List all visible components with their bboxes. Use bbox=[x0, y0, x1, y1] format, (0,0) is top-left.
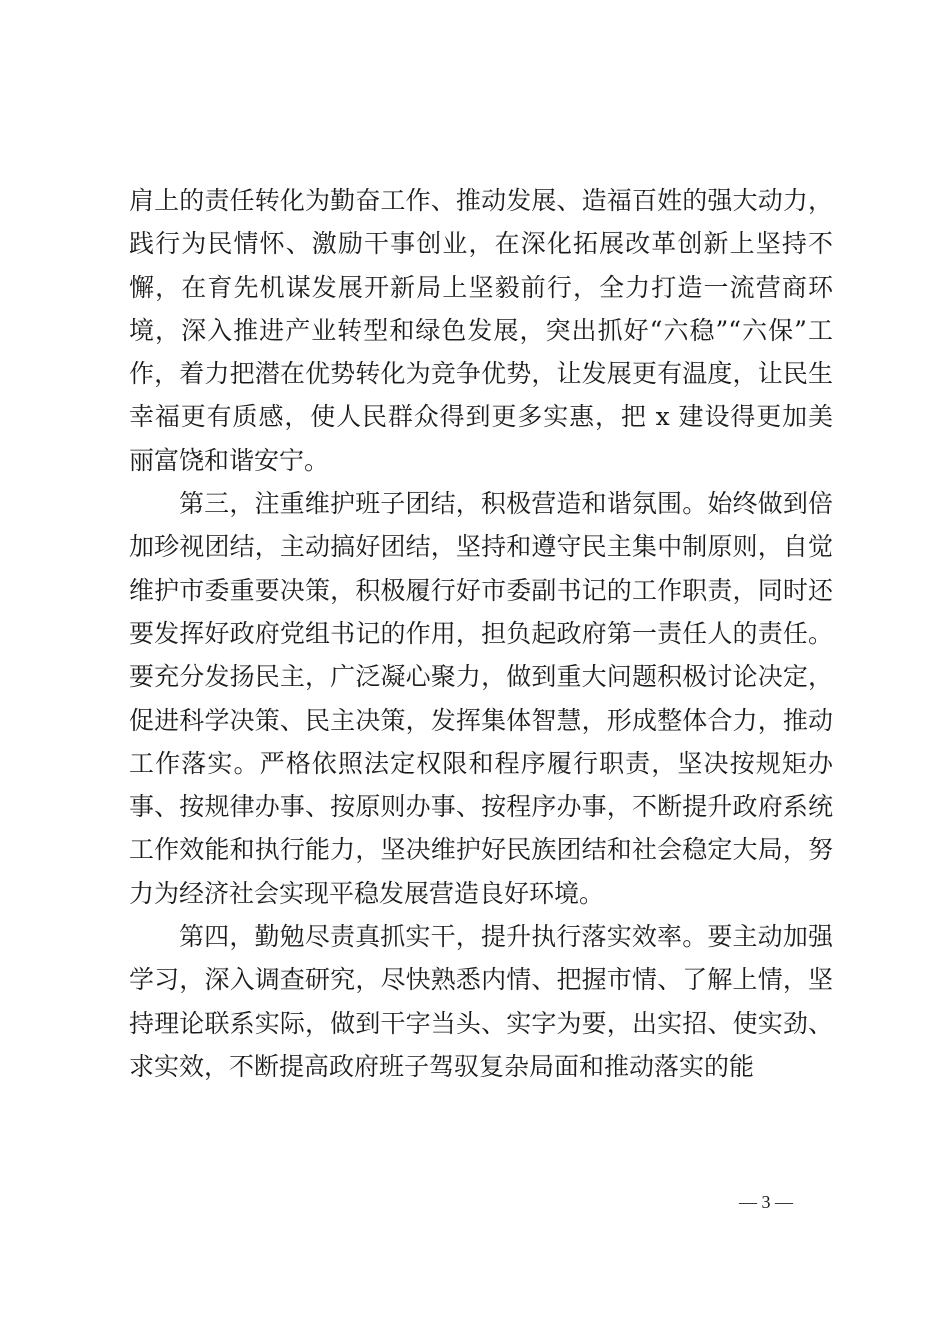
page-number: — 3 — bbox=[739, 1192, 793, 1212]
paragraph-third-point: 第三，注重维护班子团结，积极营造和谐氛围。始终做到倍加珍视团结，主动搞好团结，坚持和遵守民主集中制原则，自觉维护市委重要决策，积极履行好市委副书记的工作职责，同时还要发挥好政府党组书记的作用，担负起政府第一责任人的责任。要充分发扬民主，广泛凝心聚力，做到重大问题积极讨论决定，促进科学决策、民主决策，发挥集体智慧，形成整体合力，推动工作落实。严格依照法定权限和程序履行职责，坚决按规矩办事、按规律办事、按原则办事、按程序办事，不断提升政府系统工作效能和执行能力，坚决维护好民族团结和社会稳定大局，努力为经济社会实现平稳发展营造良好环境。 bbox=[129, 489, 833, 908]
paragraph-fourth-point: 第四，勤勉尽责真抓实干，提升执行落实效率。要主动加强学习，深入调查研究，尽快熟悉内情、把握市情、了解上情，坚持理论联系实际，做到干字当头、实字为要，出实招、使实劲、求实效，不断提高政府班子驾驭复杂局面和推动落实的能 bbox=[129, 922, 833, 1081]
paragraph-continuation: 肩上的责任转化为勤奋工作、推动发展、造福百姓的强大动力，践行为民情怀、激励干事创业，在深化拓展改革创新上坚持不懈，在育先机谋发展开新局上坚毅前行，全力打造一流营商环境，深入推进产业转型和绿色发展，突出抓好“六稳”“六保”工作，着力把潜在优势转化为竞争优势，让发展更有温度，让民生幸福更有质感，使人民群众得到更多实惠，把 x 建设得更加美丽富饶和谐安宁。 bbox=[129, 186, 833, 475]
body-text bbox=[129, 179, 833, 1088]
